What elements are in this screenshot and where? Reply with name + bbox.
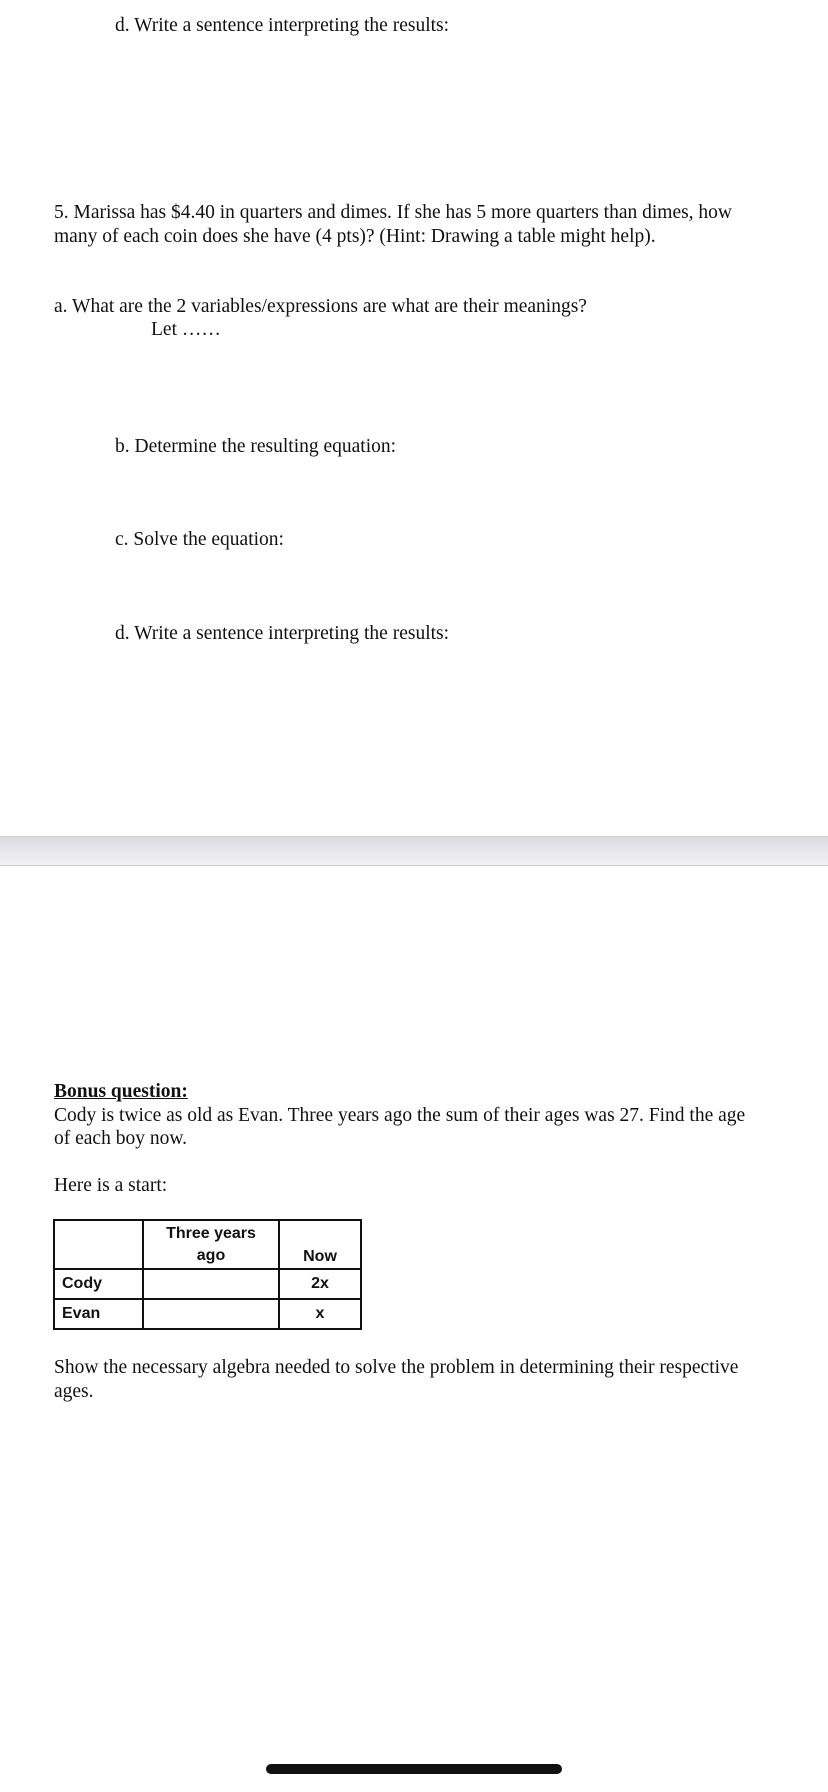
header-three-years-line1: Three years — [166, 1224, 256, 1242]
cell-cody-three-years-ago — [143, 1269, 279, 1299]
row-name-evan: Evan — [54, 1299, 143, 1329]
part-a-prompt: a. What are the 2 variables/expressions are what are their meanings? — [54, 296, 587, 317]
ages-table-row-evan — [54, 1299, 361, 1329]
part-b-prompt: b. Determine the resulting equation: — [115, 436, 397, 457]
home-indicator-bar[interactable] — [266, 1764, 562, 1774]
part-a-let: Let …… — [151, 319, 221, 340]
bonus-text-line2: of each boy now. — [54, 1128, 188, 1149]
ages-table-header-three-years-ago — [143, 1220, 279, 1269]
ages-table-row-cody — [54, 1269, 361, 1299]
ages-table-header-now: Now — [279, 1220, 361, 1269]
problem-5-text-line2: many of each coin does she have (4 pts)? (Hint: Drawing a table might help). — [54, 226, 656, 247]
ages-table — [53, 1219, 362, 1330]
bonus-instructions-line2: ages. — [54, 1381, 94, 1402]
bonus-title: Bonus question: — [54, 1081, 188, 1102]
ages-table-corner-cell — [54, 1220, 143, 1269]
part-c-prompt: c. Solve the equation: — [115, 529, 284, 550]
row-name-cody: Cody — [54, 1269, 143, 1299]
problem-5-text-line1: 5. Marissa has $4.40 in quarters and dimes. If she has 5 more quarters than dimes, how — [54, 202, 733, 223]
question-d-prompt-previous: d. Write a sentence interpreting the results: — [115, 15, 450, 36]
ages-table-header-row — [54, 1220, 361, 1269]
cell-evan-now: x — [279, 1299, 361, 1329]
bonus-start-label: Here is a start: — [54, 1175, 168, 1196]
cell-cody-now: 2x — [279, 1269, 361, 1299]
bonus-text-line1: Cody is twice as old as Evan. Three years ago the sum of their ages was 27. Find the age — [54, 1105, 746, 1126]
page-separator — [0, 836, 828, 866]
header-three-years-line2: ago — [196, 1246, 226, 1264]
bonus-instructions-line1: Show the necessary algebra needed to solve the problem in determining their respective — [54, 1357, 739, 1378]
part-d-prompt: d. Write a sentence interpreting the results: — [115, 623, 450, 644]
cell-evan-three-years-ago — [143, 1299, 279, 1329]
